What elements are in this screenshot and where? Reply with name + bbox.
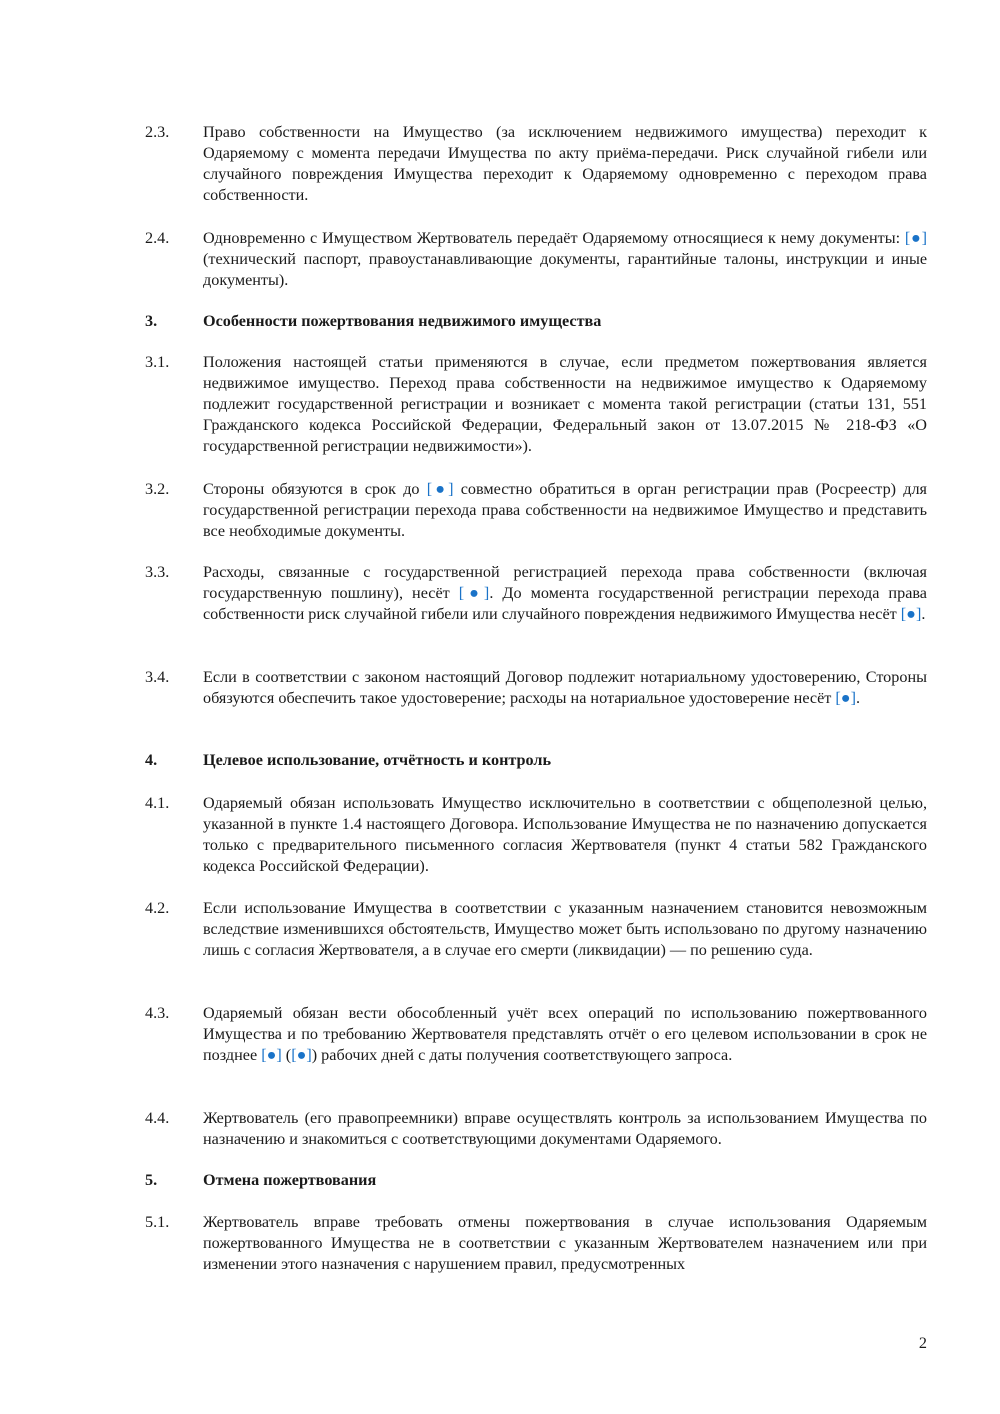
clause-number: 4.3.: [145, 1004, 170, 1022]
clause: [145, 667, 927, 709]
clause-text: [203, 667, 927, 709]
text-run: (технический паспорт, правоустанавливающие документы, гарантийные талоны, инструкции и иные документы).: [203, 250, 927, 289]
clause-text: [203, 122, 927, 206]
section-number: 4.: [145, 751, 158, 769]
placeholder-field: [●]: [426, 480, 454, 498]
text-run: Одаряемый обязан вести обособленный учёт всех операций по использованию пожертвованного Имущества и по требованию Жертвователя представлять отчёт о его целевом использовании в срок не позднее: [203, 1004, 927, 1064]
clause: [145, 1003, 927, 1066]
section-title: [203, 311, 927, 332]
text-run: совместно обратиться в орган регистрации прав (Росреестр) для государственной регистрации перехода права собственности на недвижимое Имущество и представить все необходимые документы.: [203, 480, 928, 540]
text-run: Особенности пожертвования недвижимого имущества: [203, 312, 602, 330]
text-run: ) рабочих дней с даты получения соответствующего запроса.: [311, 1046, 733, 1064]
text-run: Положения настоящей статьи применяются в случае, если предметом пожертвования является недвижимое имущество. Переход права собственности на недвижимое имущество к Одаряемому подлежит государственной регистрации и возникает с момента такой регистрации (статьи 131, 551 Гражданского кодекса Российской Федерации, Федеральный закон от 13.07.2015 № 218-ФЗ «О государственной регистрации недвижимости»).: [203, 353, 927, 455]
clause-number: 2.4.: [145, 229, 170, 247]
clause-number: 3.4.: [145, 668, 170, 686]
text-run: Целевое использование, отчётность и контроль: [203, 751, 552, 769]
clause: [145, 122, 927, 206]
clause-text: [203, 479, 927, 542]
clause: [145, 352, 927, 457]
clause-number: 3.3.: [145, 563, 170, 581]
section-heading: [145, 750, 927, 771]
text-run: .: [921, 605, 926, 623]
text-run: Право собственности на Имущество (за исключением недвижимого имущества) переходит к Одаряемому с момента передачи Имущества по акту приёма-передачи. Риск случайной гибели или случайного повреждения Имущества переходит к Одаряемому одновременно с переходом права собственности.: [203, 123, 927, 204]
section-title: [203, 1170, 927, 1191]
clause-number: 2.3.: [145, 123, 170, 141]
clause-text: [203, 562, 927, 625]
section-title: [203, 750, 927, 771]
clause: [145, 1212, 927, 1275]
text-run: Отмена пожертвования: [203, 1171, 377, 1189]
text-run: Если использование Имущества в соответствии с указанным назначением становится невозможным вследствие изменившихся обстоятельств, Имущество может быть использовано по другому назначению лишь с согласия Жертвователя, а в случае его смерти (ликвидации) — по решению суда.: [203, 899, 927, 959]
section-heading: [145, 311, 927, 332]
clause-text: [203, 898, 927, 961]
clause-number: 4.1.: [145, 794, 170, 812]
clause-number: 3.1.: [145, 353, 170, 371]
clause-number: 4.4.: [145, 1109, 170, 1127]
placeholder-field: [●]: [291, 1046, 312, 1064]
text-run: Жертвователь вправе требовать отмены пожертвования в случае использования Одаряемым пожертвованного Имущества не в соответствии с указанным Жертвователем назначением или при изменении этого назначения с нарушением правил, предусмотренных: [203, 1213, 927, 1273]
clause-number: 4.2.: [145, 899, 170, 917]
text-run: Расходы, связанные с государственной регистрацией перехода права собственности (включая государственную пошлину), несёт: [203, 563, 927, 602]
clause-text: [203, 352, 927, 457]
text-run: . До момента государственной регистрации перехода права собственности риск случайной гибели или случайного повреждения недвижимого Имущества несёт: [203, 584, 927, 623]
text-run: Если в соответствии с законом настоящий Договор подлежит нотариальному удостоверению, Стороны обязуются обеспечить такое удостоверение; расходы на нотариальное удостоверение несёт: [203, 668, 927, 707]
clause: [145, 228, 927, 291]
text-run: .: [855, 689, 861, 707]
clause-text: [203, 1003, 927, 1066]
text-run: Одаряемый обязан использовать Имущество исключительно в соответствии с общеполезной целью, указанной в пункте 1.4 настоящего Договора. Использование Имущества не по назначению допускается только с предварительного письменного согласия Жертвователя (пункт 4 статьи 582 Гражданского кодекса Российской Федерации).: [203, 794, 927, 875]
clause-text: [203, 1212, 927, 1275]
section-number: 5.: [145, 1171, 158, 1189]
text-run: Одновременно с Имуществом Жертвователь передаёт Одаряемому относящиеся к нему документы:: [203, 229, 905, 247]
placeholder-field: [●]: [900, 605, 922, 623]
clause: [145, 898, 927, 961]
placeholder-field: [●]: [835, 689, 856, 707]
placeholder-field: [●]: [904, 229, 927, 247]
placeholder-field: [●]: [261, 1046, 282, 1064]
clause-text: [203, 793, 927, 877]
section-number: 3.: [145, 312, 158, 330]
clause: [145, 562, 927, 625]
clause: [145, 479, 927, 542]
clause-text: [203, 228, 927, 291]
text-run: (: [281, 1046, 292, 1064]
clause: [145, 793, 927, 877]
clause-text: [203, 1108, 927, 1150]
text-run: Стороны обязуются в срок до: [203, 480, 427, 498]
clause-number: 3.2.: [145, 480, 170, 498]
clause-number: 5.1.: [145, 1213, 170, 1231]
placeholder-field: [●]: [458, 584, 490, 602]
text-run: Жертвователь (его правопреемники) вправе осуществлять контроль за использованием Имущества по назначению и знакомиться с соответствующими документами Одаряемого.: [203, 1109, 927, 1148]
section-heading: [145, 1170, 927, 1191]
page-number: 2: [918, 1334, 927, 1352]
clause: [145, 1108, 927, 1150]
